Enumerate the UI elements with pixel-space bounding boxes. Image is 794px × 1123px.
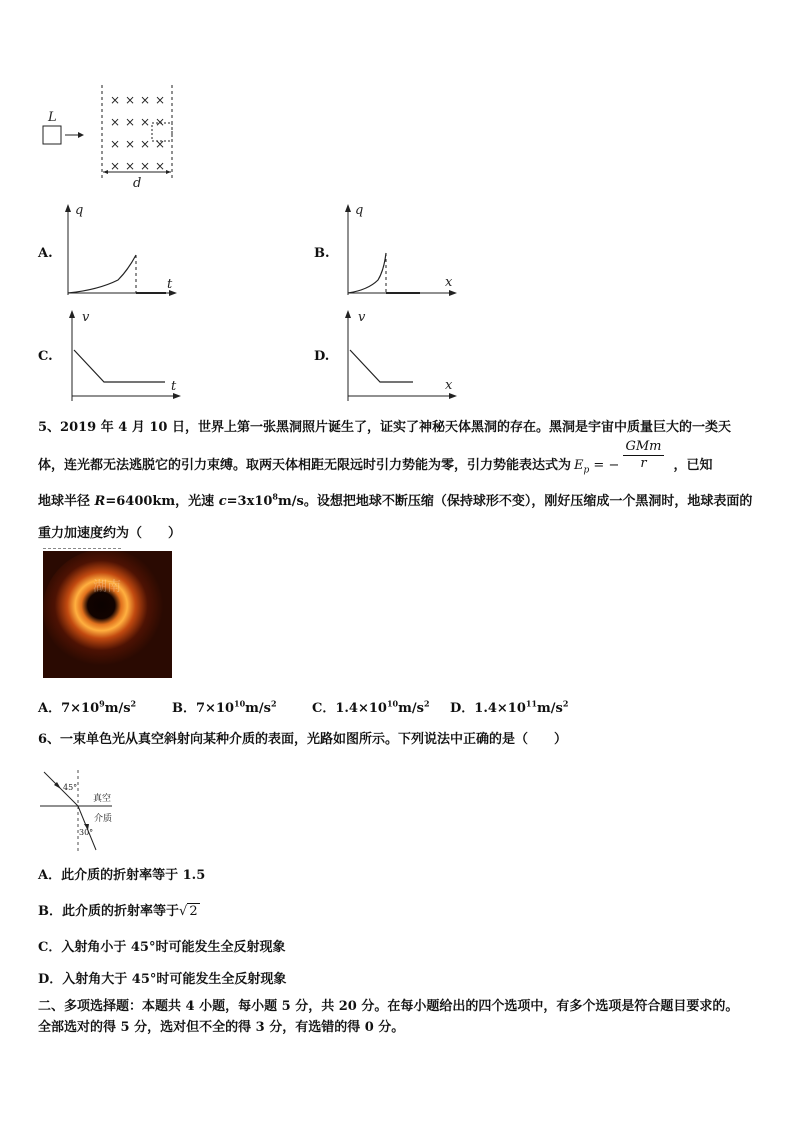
width-label: d [133, 176, 142, 191]
q5-line-4: 重力加速度约为（ ） [38, 526, 182, 541]
graph-option-d-label: D. [314, 349, 330, 364]
q5-line-2-tail: ，已知 [673, 458, 713, 473]
x-axis-label: t [171, 379, 177, 394]
field-cross: × [155, 115, 166, 129]
field-cross: × [125, 93, 136, 107]
field-cross: × [110, 137, 121, 151]
q5-choices [38, 697, 568, 716]
field-cross: × [140, 159, 151, 173]
x-axis-label: x [445, 275, 453, 290]
x-axis-label: t [167, 277, 173, 292]
q5-choice-c[interactable]: C．$1.4\times 10^{10}m/s^2$ [312, 698, 430, 716]
q6-option-b[interactable]: B．此介质的折射率等于√ 2 [38, 904, 198, 919]
black-hole-photo [43, 551, 172, 678]
curve [350, 350, 413, 382]
field-cross: × [125, 159, 136, 173]
field-cross: × [140, 115, 151, 129]
field-cross: × [125, 137, 136, 151]
field-cross: × [140, 93, 151, 107]
angle-45-label: 45° [63, 783, 78, 792]
field-cross: × [125, 115, 136, 129]
graph-option-c [62, 306, 187, 406]
field-cross: × [110, 93, 121, 107]
field-cross: × [110, 115, 121, 129]
q5-line-2 [38, 439, 713, 482]
graph-option-b [338, 200, 463, 300]
field-cross: × [155, 93, 166, 107]
graph-option-c-label: C. [38, 349, 53, 364]
graph-option-a [58, 200, 183, 300]
q5-line-1: 5、2019 年 4 月 10 日，世界上第一张黑洞照片诞生了，证实了神秘天体黑洞的存在。黑洞是宇宙中质量巨大的一类天 [38, 420, 731, 435]
q6-option-c[interactable]: C．入射角小于 45°时可能发生全反射现象 [38, 940, 286, 955]
field-crosses [110, 93, 165, 173]
refraction-figure [40, 766, 130, 858]
image-top-dashed-line [43, 548, 121, 549]
square-loop [43, 126, 61, 144]
q5-choice-b[interactable]: B．$7\times 10^{10}m/s^2$ [172, 698, 277, 716]
field-cross: × [140, 137, 151, 151]
q6-option-a[interactable]: A．此介质的折射率等于 1.5 [38, 868, 206, 883]
x-axis-label: x [445, 378, 453, 393]
field-cross: × [110, 159, 121, 173]
ep-symbol: $E_p$ [574, 458, 590, 476]
y-axis-label: q [75, 203, 84, 218]
section-2-line-2: 全部选对的得 5 分，选对但不全的得 3 分，有选错的得 0 分。 [38, 1020, 405, 1035]
curve [74, 350, 165, 382]
q5-choice-d[interactable]: D．$1.4\times 10^{11}m/s^2$ [450, 698, 569, 716]
field-cross: × [155, 137, 166, 151]
curve [348, 253, 386, 293]
watermark: 湖南 [93, 579, 121, 595]
medium-label: 介质 [94, 814, 113, 824]
curve [68, 255, 136, 293]
y-axis-label: v [82, 310, 90, 325]
y-axis-label: q [355, 203, 364, 218]
vacuum-label: 真空 [93, 794, 112, 804]
magnetic-field-figure [38, 85, 188, 195]
y-axis-label: v [358, 310, 366, 325]
angle-30-label: 30° [79, 828, 94, 837]
loop-label: L [48, 110, 57, 125]
potential-fraction: $\frac{\text{GMm}}{r}$ [625, 439, 662, 471]
q5-line-3: 地球半径 R=6400km，光速 $c=3x10^8m/s$。设想把地球不断压缩（保持球形不变），刚好压缩成一个黑洞时，地球表面的 [38, 491, 753, 509]
section-2-line-1: 二、多项选择题：本题共 4 小题，每小题 5 分，共 20 分。在每小题给出的四个选项中，有多个选项是符合题目要求的。 [38, 999, 739, 1014]
graph-option-b-label: B. [314, 246, 330, 261]
field-cross: × [155, 159, 166, 173]
equals-minus: = − [589, 458, 624, 473]
q6-option-d[interactable]: D．入射角大于 45°时可能发生全反射现象 [38, 972, 287, 987]
sqrt-expression: √ 2 [179, 904, 198, 919]
q6-stem: 6、一束单色光从真空斜射向某种介质的表面，光路如图所示。下列说法中正确的是（ ） [38, 732, 568, 747]
graph-option-a-label: A. [38, 246, 53, 261]
graph-option-d [338, 306, 463, 406]
q5-choice-a[interactable]: A．$7\times 10^9m/s^2$ [38, 698, 137, 716]
q5-line-2-text: 体，连光都无法逃脱它的引力束缚。取两天体相距无限远时引力势能为零，引力势能表达式为 [38, 458, 572, 473]
